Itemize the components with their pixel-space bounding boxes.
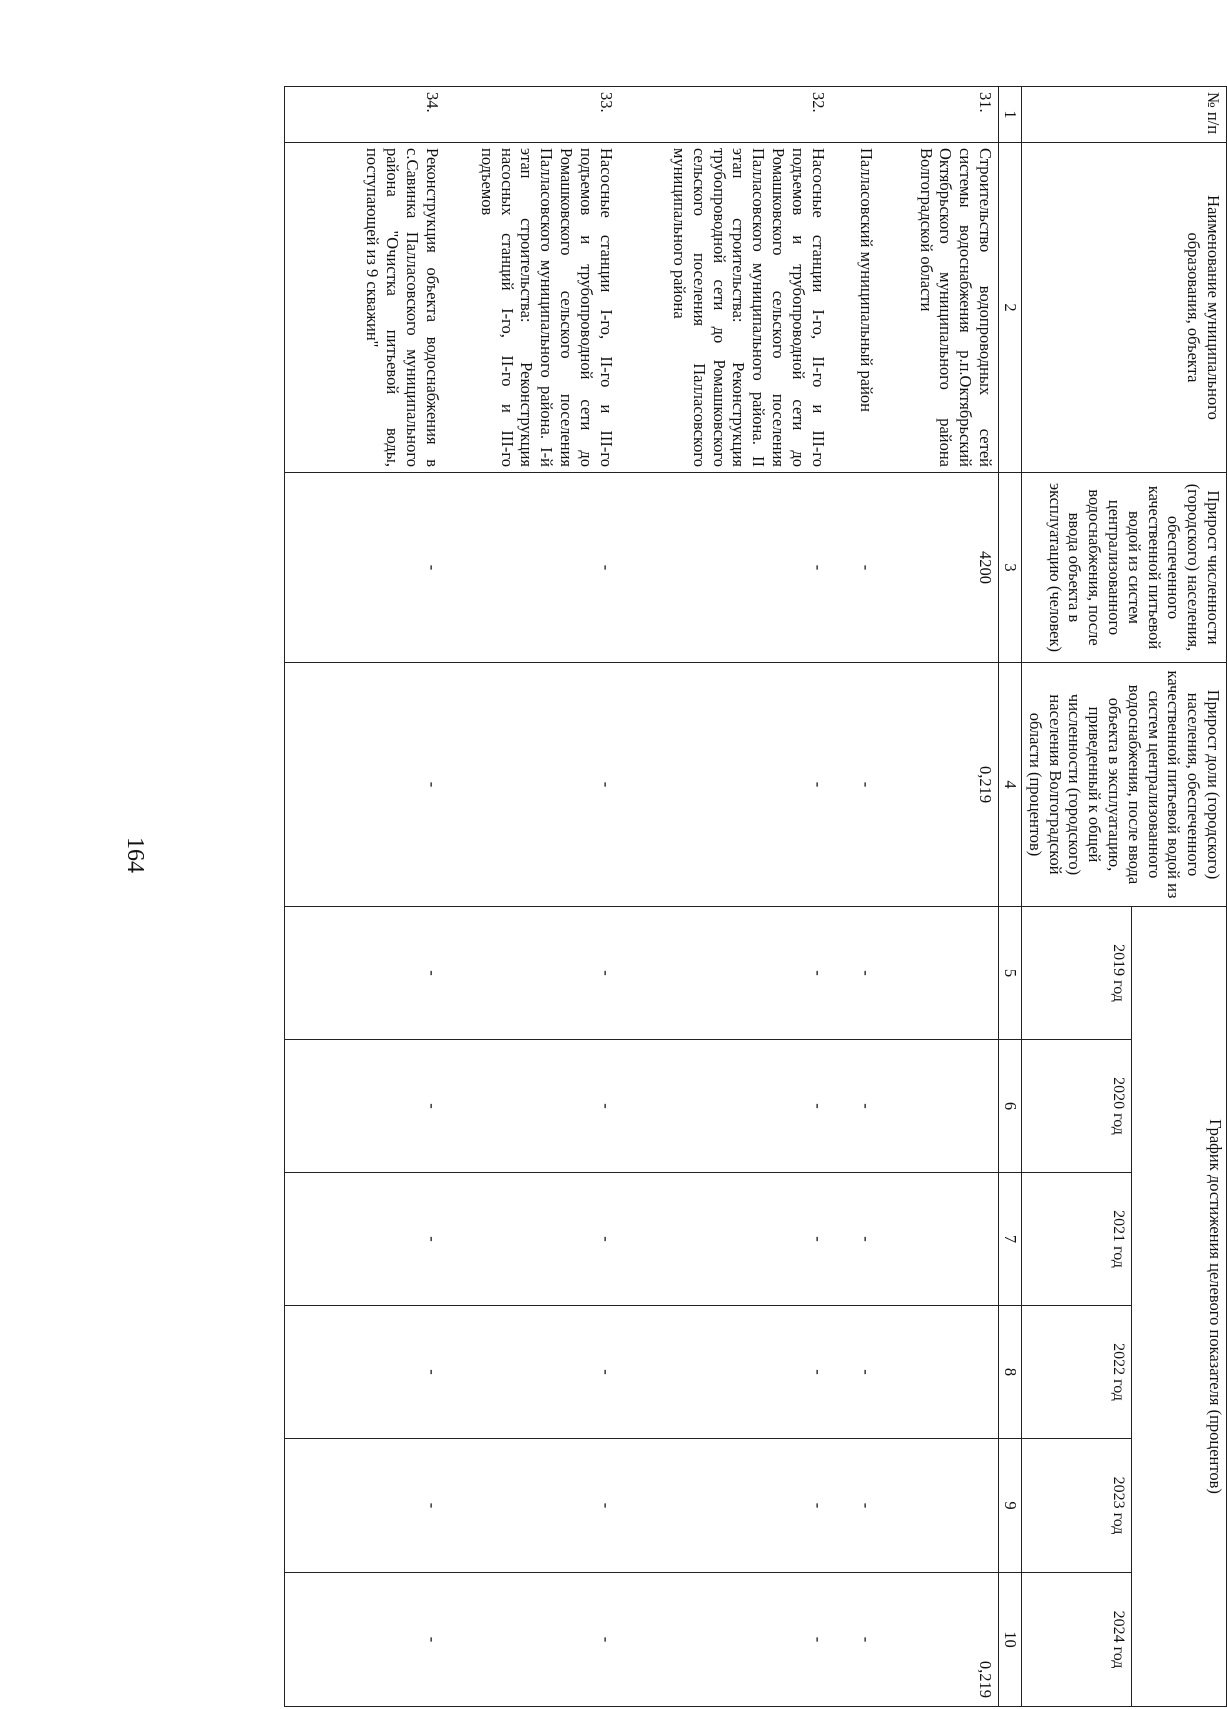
row-share: - <box>285 663 445 907</box>
row-2024: - <box>619 1573 831 1707</box>
table-row <box>445 87 619 1707</box>
targets-table <box>284 86 1227 1707</box>
row-2022: - <box>619 1306 831 1439</box>
row-2022: - <box>445 1306 619 1439</box>
row-number <box>831 87 879 143</box>
header-schedule: График достижения целевого показателя (процентов) <box>1131 907 1226 1707</box>
row-2023: - <box>285 1439 445 1573</box>
column-number: 6 <box>999 1040 1022 1173</box>
column-number: 8 <box>999 1306 1022 1439</box>
row-number: 31. <box>879 87 999 143</box>
row-2019: - <box>619 907 831 1040</box>
targets-table-container <box>137 86 1227 1706</box>
row-2022 <box>879 1306 999 1439</box>
row-share: 0,219 <box>879 663 999 907</box>
header-year-2019: 2019 год <box>1022 907 1132 1040</box>
row-name: Строительство водопроводных сетей системы водоснабжения р.п.Октябрьский Октябрьского муниципального района Волгоградской области <box>879 143 999 473</box>
row-2021: - <box>445 1173 619 1306</box>
header-year-2024: 2024 год <box>1022 1573 1132 1707</box>
row-2024: - <box>285 1573 445 1707</box>
table-row <box>831 87 879 1707</box>
row-share: - <box>445 663 619 907</box>
header-year-2023: 2023 год <box>1022 1439 1132 1573</box>
row-2024: - <box>831 1573 879 1707</box>
row-2021: - <box>619 1173 831 1306</box>
row-population: 4200 <box>879 473 999 663</box>
row-name: Палласовский муниципальный район <box>831 143 879 473</box>
row-2021: - <box>831 1173 879 1306</box>
row-number: 34. <box>285 87 445 143</box>
row-2020: - <box>619 1040 831 1173</box>
table-row <box>879 87 999 1707</box>
header-population: Прирост численности (городского) населения, обеспеченного качественной питьевой водой из систем централизованного водоснабжения, после ввода объекта в эксплуатацию (человек) <box>1022 473 1227 663</box>
column-number: 3 <box>999 473 1022 663</box>
table-row <box>619 87 831 1707</box>
row-2019: - <box>831 907 879 1040</box>
header-name: Наименование муниципального образования, объекта <box>1022 143 1227 473</box>
row-2020: - <box>285 1040 445 1173</box>
header-number: № п/п <box>1022 87 1227 143</box>
row-2023 <box>879 1439 999 1573</box>
row-2020: - <box>445 1040 619 1173</box>
column-number: 10 <box>999 1573 1022 1707</box>
row-number: 33. <box>445 87 619 143</box>
row-2020: - <box>831 1040 879 1173</box>
row-2024: 0,219 <box>879 1573 999 1707</box>
row-2019 <box>879 907 999 1040</box>
row-2024: - <box>445 1573 619 1707</box>
column-numbers-row <box>999 87 1022 1707</box>
row-2019: - <box>445 907 619 1040</box>
row-name: Насосные станции I-го, II-го и III-го подъемов и трубопроводной сети до Ромашковского сельского поселения Палласовского муниципального района. I-й этап строительства: Реконструкция насосных станций I-го, II-го и III-го подъемов <box>445 143 619 473</box>
row-population: - <box>619 473 831 663</box>
page-number: 164 <box>122 837 148 873</box>
row-2023: - <box>619 1439 831 1573</box>
column-number: 4 <box>999 663 1022 907</box>
column-number: 2 <box>999 143 1022 473</box>
row-2022: - <box>285 1306 445 1439</box>
row-share: - <box>619 663 831 907</box>
header-share: Прирост доли (городского) населения, обеспеченного качественной питьевой водой из систем централизованного водоснабжения, после ввода объекта в эксплуатацию, приведенный к общей численности (городского) населения Волгоградской области (процентов) <box>1022 663 1227 907</box>
row-number: 32. <box>619 87 831 143</box>
row-2021 <box>879 1173 999 1306</box>
column-number: 1 <box>999 87 1022 143</box>
header-year-2020: 2020 год <box>1022 1040 1132 1173</box>
row-population: - <box>285 473 445 663</box>
row-share: - <box>831 663 879 907</box>
row-2021: - <box>285 1173 445 1306</box>
row-2023: - <box>831 1439 879 1573</box>
header-year-2022: 2022 год <box>1022 1306 1132 1439</box>
column-number: 9 <box>999 1439 1022 1573</box>
column-number: 5 <box>999 907 1022 1040</box>
header-year-2021: 2021 год <box>1022 1173 1132 1306</box>
row-2019: - <box>285 907 445 1040</box>
row-2022: - <box>831 1306 879 1439</box>
column-number: 7 <box>999 1173 1022 1306</box>
row-2020 <box>879 1040 999 1173</box>
row-population: - <box>831 473 879 663</box>
row-2023: - <box>445 1439 619 1573</box>
row-population: - <box>445 473 619 663</box>
row-name: Реконструкция объекта водоснабжения в с.Савинка Палласовского муниципального района "Очистка питьевой воды, поступающей из 9 скважин" <box>285 143 445 473</box>
row-name: Насосные станции I-го, II-го и III-го подъемов и трубопроводной сети до Ромашковского сельского поселения Палласовского муниципального района. II этап строительства: Реконструкция трубопроводной сети до Ромашковского сельского поселения Палласовского муниципального района <box>619 143 831 473</box>
table-row <box>285 87 445 1707</box>
